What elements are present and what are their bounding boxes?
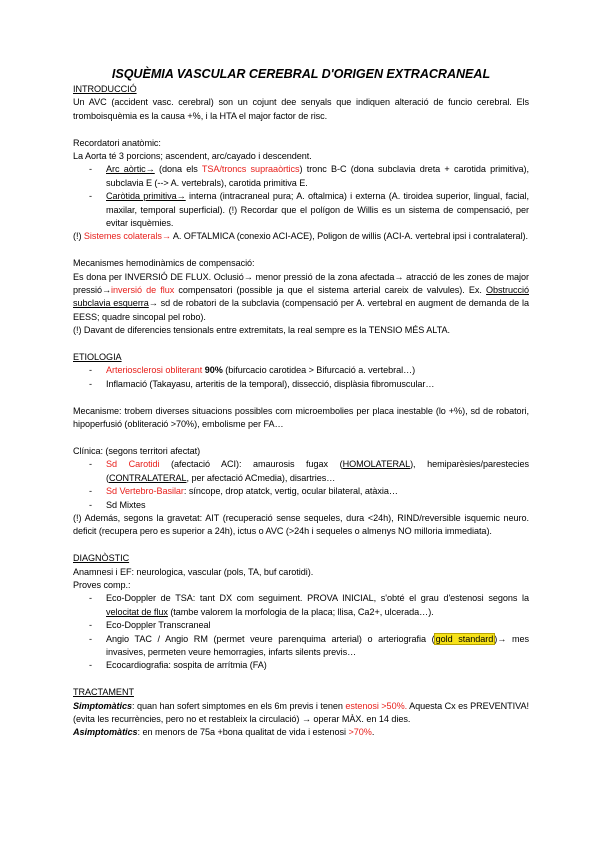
mechanisms-text: Es dona per INVERSIÓ DE FLUX. Oclusió→ menor pressió de la zona afectada→ atracció de les zones de major pressió→inversió de flux compensatori (possible ja que el sistema arterial careix de valvules). Ex. Obstrucció subclavia esquerra→ sd de robatori de la subclavia (compensació per A. vertebral en augment de demanda de la EESS; quadre sincopal pel robo). bbox=[73, 271, 529, 322]
list-item: - Ecocardiografia: sospita de arrítmia (FA) bbox=[106, 659, 529, 672]
list-item: - Caròtida primitiva→ interna (intracraneal pura; A. oftalmica) i externa (A. tiroidea superior, lingual, facial, maxilar, temporal superficial). (!) Recordar que el polígon de Willis es un sistema de compensació, per evitar isquèmies. bbox=[106, 190, 529, 230]
anatomy-heading: Recordatori anatòmic: bbox=[73, 137, 161, 148]
list-item: - Eco-Doppler Transcraneal bbox=[106, 619, 529, 632]
diagnosis-line1: Anamnesi i EF: neurologica, vascular (pols, TA, buf carotidi). bbox=[73, 566, 314, 577]
mechanisms-heading: Mecanismes hemodinàmics de compensació: bbox=[73, 258, 255, 269]
anatomy-list bbox=[73, 163, 529, 230]
page-title: ISQUÈMIA VASCULAR CEREBRAL D'ORIGEN EXTRACRANEAL bbox=[111, 67, 491, 81]
diagnosis-line2: Proves comp.: bbox=[73, 579, 131, 590]
diagnosis-heading: DIAGNÒSTIC bbox=[73, 553, 130, 564]
intro-text: Un AVC (accident vasc. cerebral) son un cojunt dee senyals que indiquen alteració de funcio cerebral. Els tromboisquèmia es la causa +%, i la HTA el major factor de risc. bbox=[73, 97, 529, 121]
mechanisms-note: (!) Davant de diferencies tensionals entre extremitats, la real sempre es la TENSIO MÉS ALTA. bbox=[73, 325, 450, 336]
etiology-list bbox=[73, 364, 529, 391]
document-page bbox=[73, 66, 529, 740]
clinic-heading: Clínica: (segons territori afectat) bbox=[73, 445, 201, 456]
list-item: - Sd Vertebro-Basilar: síncope, drop atatck, vertig, ocular bilateral, atàxia… bbox=[106, 485, 529, 498]
etiology-mechanism: Mecanisme: trobem diverses situacions possibles com microembolies per placa inestable (lo +%), sd de robatori, hipoperfusió (obliteració >70%), embolisme per FA… bbox=[73, 405, 529, 430]
list-item: - Angio TAC / Angio RM (permet veure parenquima arterial) o arteriografia (gold standard)→ mes invasives, permeten veure hemorragies, infarts silents previs… bbox=[106, 633, 529, 660]
intro-heading: INTRODUCCIÓ bbox=[73, 84, 137, 94]
diagnosis-list bbox=[73, 592, 529, 672]
list-item: - Arteriosclerosi obliterant 90% (bifurcacio carotidea > Bifurcació a. vertebral…) bbox=[106, 364, 529, 377]
anatomy-note: (!) Sistemes colaterals→ A. OFTALMICA (conexio ACI-ACE), Poligon de willis (ACI-A. vertebral ipsi i contralateral). bbox=[73, 231, 528, 242]
clinic-note: (!) Además, segons la gravetat: AIT (recuperació sense sequeles, dura <24h), RIND/reversible isquemic neuro. deficit (recupera pero es superior a 24h), ictus o AVC (>24h i sequeles o almenys NO milloria immediata). bbox=[73, 512, 529, 537]
list-item: - Eco-Doppler de TSA: tant DX com seguiment. PROVA INICIAL, s'obté el grau d'estenosi segons la velocitat de flux (tambe valorem la morfologia de la placa; llisa, Ca2+, ulcerada…). bbox=[106, 592, 529, 619]
list-item: - Arc aòrtic→ (dona els TSA/troncs supraaòrtics) tronc B-C (dona subclavia dreta + carotida primitiva), subclavia E (--> A. vertebrals), carotida primitiva E. bbox=[106, 163, 529, 190]
anatomy-line: La Aorta té 3 porcions; ascendent, arc/cayado i descendent. bbox=[73, 151, 312, 162]
list-item: - Inflamació (Takayasu, arteritis de la temporal), dissecció, displàsia fibromuscular… bbox=[106, 378, 529, 391]
etiology-heading: ETIOLOGIA bbox=[73, 352, 122, 363]
treatment-asymptomatic: Asimptomàtics: en menors de 75a +bona qualitat de vida i estenosi >70%. bbox=[73, 727, 375, 738]
treatment-heading: TRACTAMENT bbox=[73, 687, 134, 698]
treatment-symptomatic: Simptomàtics: quan han sofert simptomes en els 6m previs i tenen estenosi >50%. Aquesta Cx es PREVENTIVA! (evita les recurrències, pero no et restableix la circulació) → operar MÀX. en 14 dies. bbox=[73, 700, 529, 724]
gold-standard-highlight: gold standard bbox=[435, 633, 494, 644]
list-item: - Sd Carotidi (afectació ACI): amaurosis fugax (HOMOLATERAL), hemiparèsies/parestecies (CONTRALATERAL, per afectació ACmedia), disartries… bbox=[106, 458, 529, 485]
list-item: - Sd Mixtes bbox=[106, 499, 529, 512]
clinic-list bbox=[73, 458, 529, 512]
